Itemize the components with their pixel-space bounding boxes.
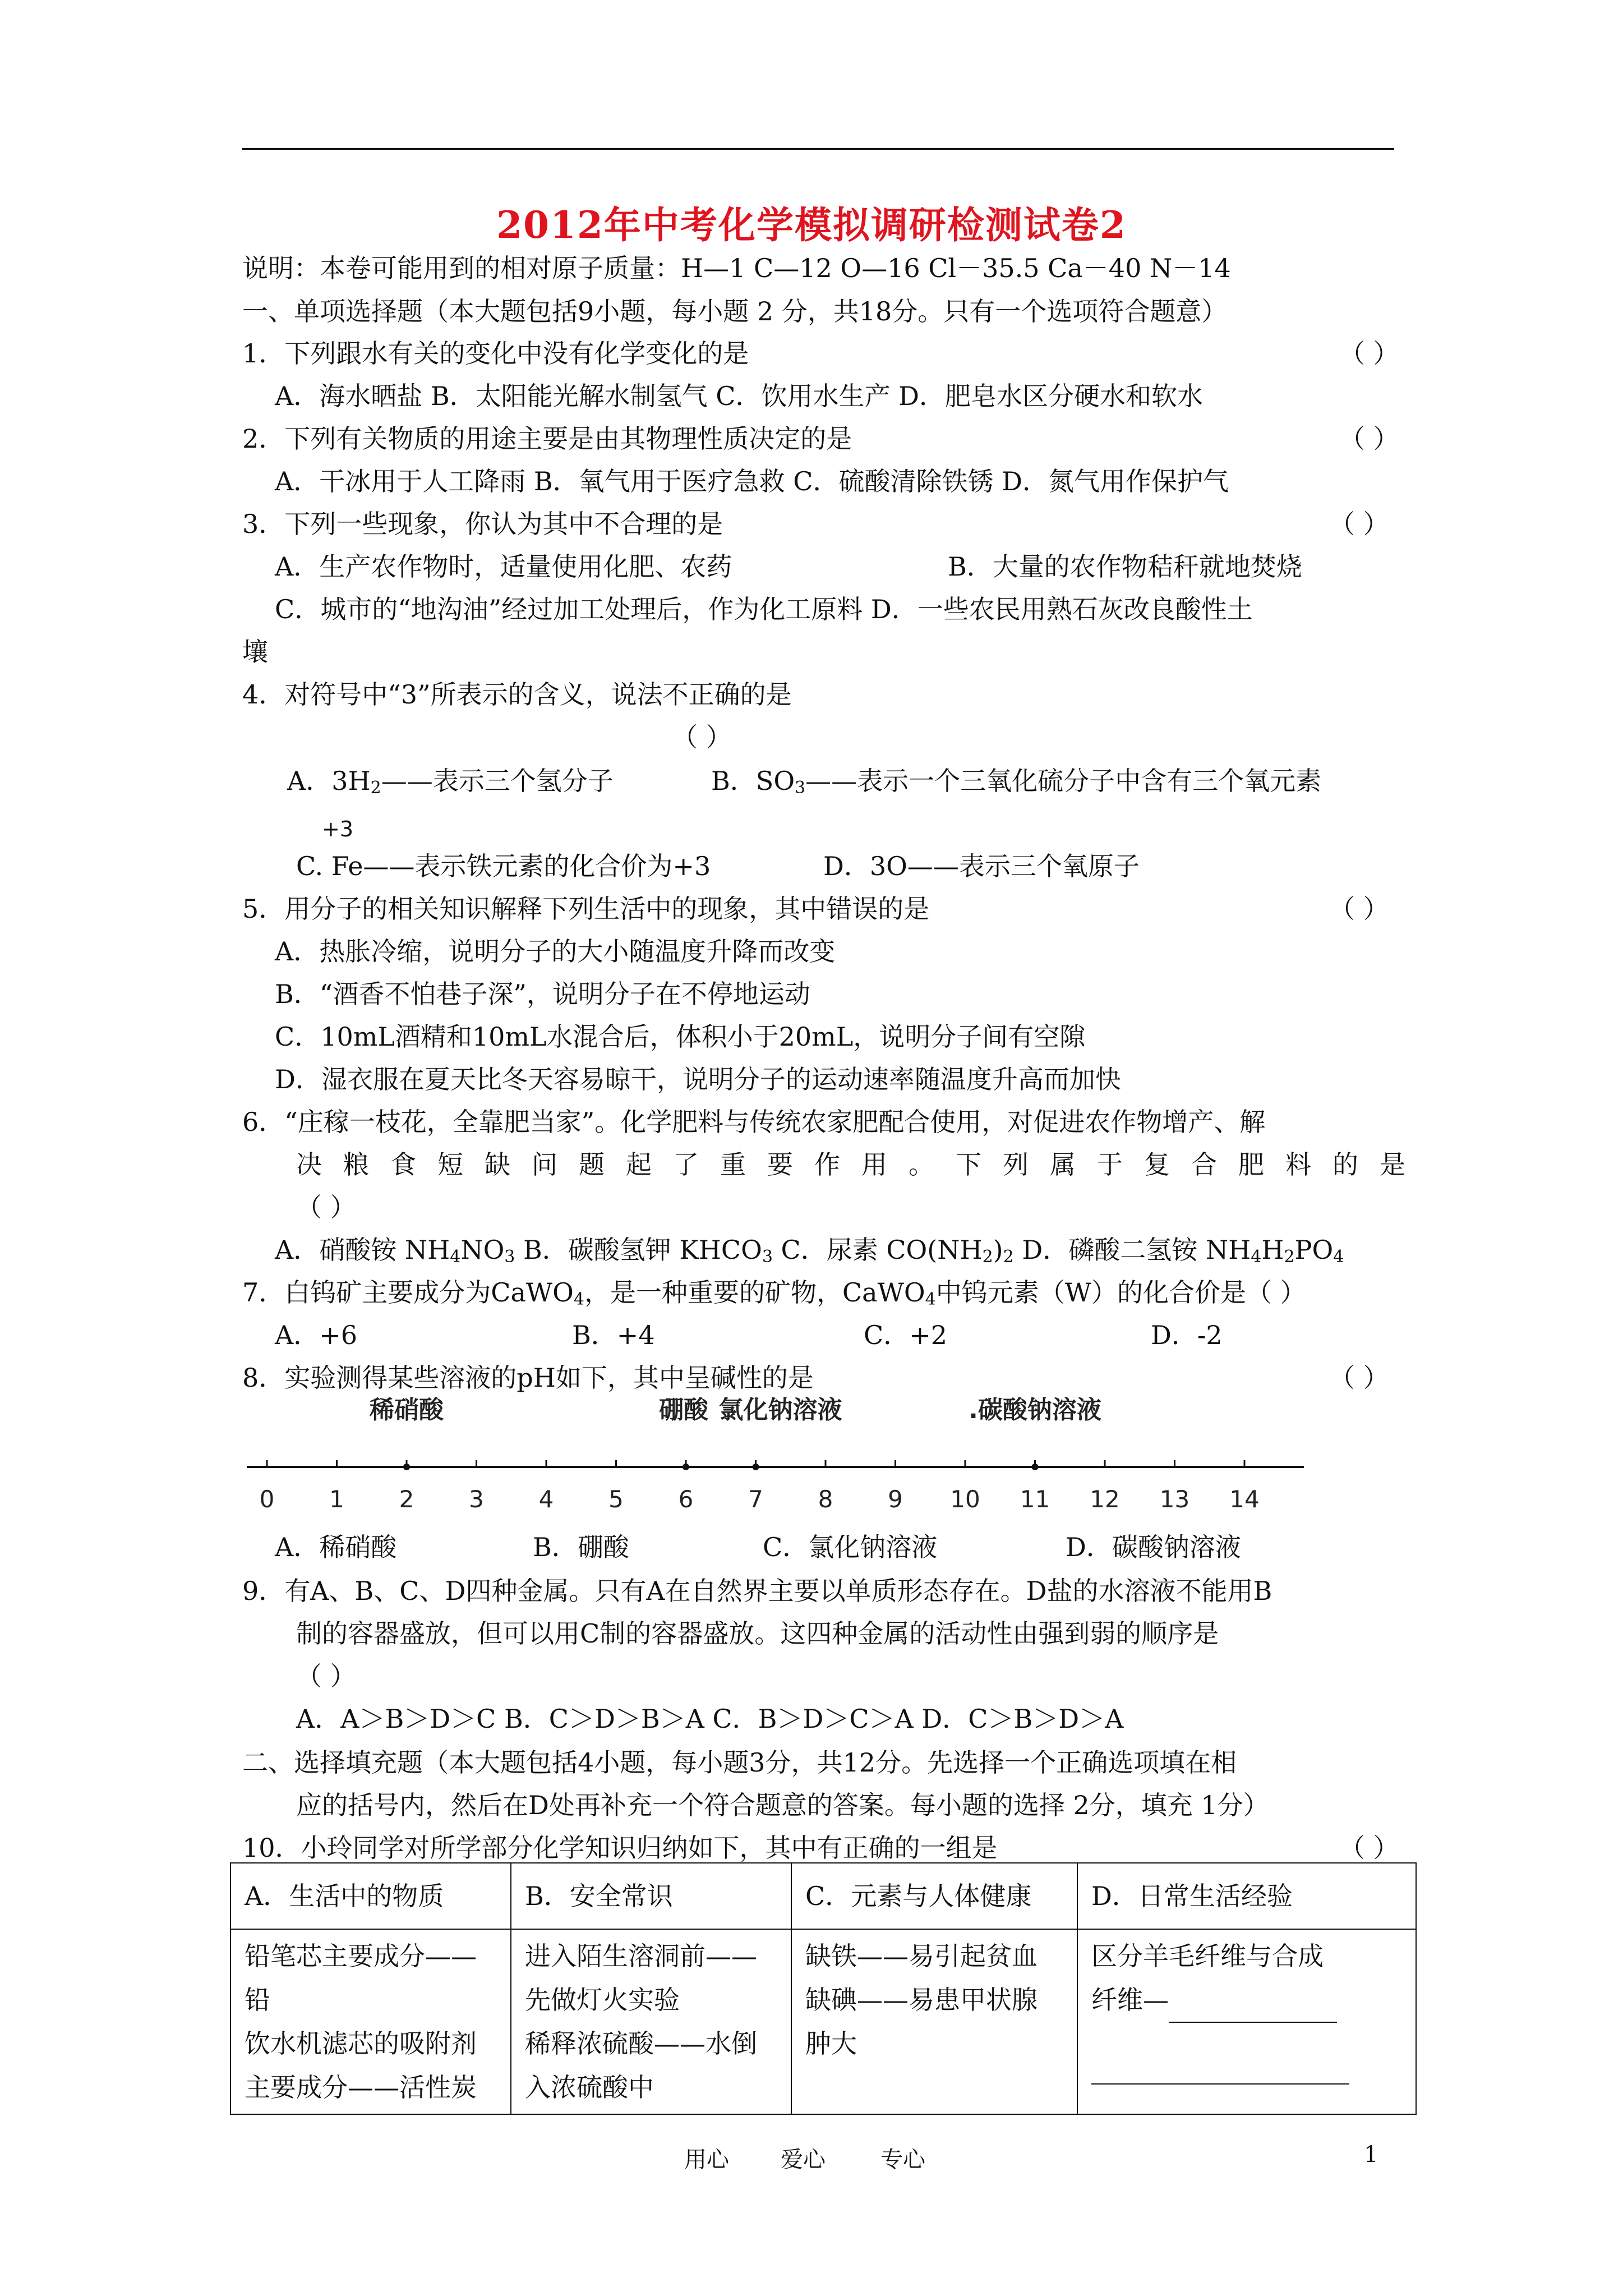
footer-item: 爱心: [781, 2147, 826, 2173]
q3-answer-paren[interactable]: （ ）: [1329, 509, 1389, 539]
table-cell-d: [1077, 1929, 1416, 2114]
q3-option-a: A．生产农作物时，适量使用化肥、农药: [275, 551, 732, 582]
q6-stem-2: 决粮食短缺问题起了重要作用。下列属于复合肥料的是: [296, 1149, 1427, 1180]
table-header-row: [230, 1863, 1416, 1929]
q6-answer-paren[interactable]: （ ）: [296, 1192, 356, 1222]
ph-tick-label: 12: [1090, 1485, 1120, 1513]
cell-line: 主要成分——活性炭: [245, 2072, 477, 2102]
table-cell-b: [511, 1929, 791, 2114]
q4-option-c: C. Fe——表示铁元素的化合价为+3: [296, 851, 711, 881]
q7-stem: 7．白钨矿主要成分为CaWO$_4$，是一种重要的矿物，CaWO$_4$中钨元素（W）的化合价是（ ）: [242, 1277, 1306, 1309]
q3-option-b: B．大量的农作物秸秆就地焚烧: [948, 551, 1302, 582]
ph-tick-label: 13: [1159, 1485, 1190, 1513]
ph-marker-point: [1032, 1464, 1039, 1470]
answer-blank[interactable]: [1091, 2040, 1349, 2085]
q9-stem-1: 9．有A、B、C、D四种金属。只有A在自然界主要以单质形态存在。D盐的水溶液不能用B: [242, 1576, 1272, 1606]
q9-stem-2: 制的容器盛放，但可以用C制的容器盛放。这四种金属的活动性由强到弱的顺序是: [296, 1618, 1219, 1649]
ph-marker-label: .碳酸钠溶液: [969, 1396, 1101, 1424]
cell-line: [1091, 2023, 1402, 2085]
q6-options: A．硝酸铵 $NH_4NO_3$ B．碳酸氢钾 $KHCO_3$ C．尿素 $CO(NH_2)_2$ D．磷酸二氢铵 $NH_4H_2PO_4$: [275, 1235, 1344, 1267]
table-header-c: C．元素与人体健康: [791, 1863, 1077, 1929]
q5-option-b: B．“酒香不怕巷子深”，说明分子在不停地运动: [275, 979, 810, 1009]
table-row: [230, 1929, 1416, 2114]
ph-tick-label: 7: [748, 1485, 763, 1513]
q4-answer-paren[interactable]: （ ）: [672, 722, 732, 752]
ph-marker-point: [683, 1464, 689, 1470]
q4-option-b: B．$SO_3——$表示一个三氧化硫分子中含有三个氧元素: [711, 766, 1322, 798]
q2-stem: 2．下列有关物质的用途主要是由其物理性质决定的是: [242, 424, 852, 454]
q8-option-b: B．硼酸: [533, 1532, 629, 1562]
page-title: 2012年中考化学模拟调研检测试卷2: [496, 203, 1127, 247]
ph-tick-label: 1: [329, 1485, 344, 1513]
q8-stem: 8．实验测得某些溶液的pH如下，其中呈碱性的是: [242, 1363, 814, 1393]
q4-option-a: A．$3H_2——$表示三个氢分子: [287, 766, 614, 798]
q9-options: A．A＞B＞D＞C B．C＞D＞B＞A C．B＞D＞C＞A D．C＞B＞D＞A: [296, 1704, 1124, 1734]
footer-item: 专心: [880, 2147, 925, 2173]
ph-tick-label: 4: [538, 1485, 554, 1513]
q8-option-c: C．氯化钠溶液: [763, 1532, 938, 1562]
q10-table: [230, 1862, 1417, 2115]
section-1-heading: 一、单项选择题（本大题包括9小题，每小题 2 分，共18分。只有一个选项符合题意）: [242, 296, 1228, 326]
cell-line: 稀释浓硫酸——水倒: [525, 2028, 757, 2059]
ph-tick-label: 5: [608, 1485, 624, 1513]
q10-stem: 10．小玲同学对所学部分化学知识归纳如下，其中有正确的一组是: [242, 1833, 998, 1863]
q3-option-d-cont: 壤: [242, 637, 268, 667]
section-2-heading-2: 应的括号内，然后在D处再补充一个符合题意的答案。每小题的选择 2分，填充 1分）: [296, 1790, 1269, 1820]
ph-marker-label: 硼酸: [659, 1396, 708, 1424]
q5-option-c: C．10mL酒精和10mL水混合后，体积小于20mL，说明分子间有空隙: [275, 1022, 1086, 1052]
q5-option-d: D．湿衣服在夏天比冬天容易晾干，说明分子的运动速率随温度升高而加快: [275, 1064, 1121, 1094]
section-2-heading-1: 二、选择填充题（本大题包括4小题，每小题3分，共12分。先选择一个正确选项填在相: [242, 1747, 1237, 1778]
cell-line: 缺铁——易引起贫血: [805, 1941, 1038, 1971]
q5-stem: 5．用分子的相关知识解释下列生活中的现象，其中错误的是: [242, 894, 930, 924]
q8-option-d: D．碳酸钠溶液: [1066, 1532, 1241, 1562]
q6-stem-1: 6．“庄稼一枝花，全靠肥当家”。化学肥料与传统农家肥配合使用，对促进农作物增产、解: [242, 1107, 1266, 1137]
footer-item: 用心: [684, 2147, 729, 2173]
header-rule: [242, 148, 1394, 150]
ph-tick-label: 11: [1020, 1485, 1050, 1513]
ph-tick-label: 8: [818, 1485, 833, 1513]
cell-line: 饮水机滤芯的吸附剂: [245, 2028, 477, 2059]
cell-line: 缺碘——易患甲状腺: [805, 1985, 1038, 2015]
q4-valence-mark: +3: [322, 817, 354, 841]
q2-answer-paren[interactable]: （ ）: [1339, 424, 1399, 454]
q7-option-d: D．-2: [1151, 1320, 1223, 1350]
ph-marker-label: 氯化钠溶液: [718, 1396, 842, 1424]
cell-line: 铅笔芯主要成分——: [245, 1941, 477, 1971]
q7-option-a: A．+6: [275, 1320, 358, 1350]
table-cell-c: [791, 1929, 1077, 2114]
q3-option-c-d: C．城市的“地沟油”经过加工处理后，作为化工原料 D．一些农民用熟石灰改良酸性土: [275, 594, 1253, 624]
q1-answer-paren[interactable]: （ ）: [1339, 338, 1399, 369]
cell-line: 先做灯火实验: [525, 1985, 680, 2015]
cell-line: 入浓硫酸中: [525, 2072, 654, 2102]
q5-option-a: A．热胀冷缩，说明分子的大小随温度升降而改变: [275, 936, 836, 967]
ph-tick-label: 3: [469, 1485, 484, 1513]
q8-answer-paren[interactable]: （ ）: [1329, 1363, 1389, 1393]
q7-option-b: B．+4: [572, 1320, 655, 1350]
q1-options: A．海水晒盐 B．太阳能光解水制氢气 C．饮用水生产 D．肥皂水区分硬水和软水: [275, 381, 1203, 411]
ph-tick-label: 0: [259, 1485, 275, 1513]
ph-tick-label: 10: [950, 1485, 980, 1513]
ph-tick-label: 9: [888, 1485, 903, 1513]
table-header-d: D．日常生活经验: [1077, 1863, 1416, 1929]
q5-answer-paren[interactable]: （ ）: [1329, 894, 1389, 924]
cell-line: 铅: [245, 1985, 270, 2015]
cell-line: 进入陌生溶洞前——: [525, 1941, 757, 1971]
ph-marker-point: [753, 1464, 759, 1470]
ph-marker-point: [403, 1464, 410, 1470]
ph-number-line: [236, 1391, 1335, 1520]
q3-stem: 3．下列一些现象，你认为其中不合理的是: [242, 509, 723, 539]
cell-line: 纤维—: [1091, 1978, 1402, 2023]
q1-stem: 1．下列跟水有关的变化中没有化学变化的是: [242, 338, 749, 369]
q2-options: A．干冰用于人工降雨 B．氧气用于医疗急救 C．硫酸清除铁锈 D．氮气用作保护气: [275, 466, 1229, 496]
cell-line: 肿大: [805, 2028, 857, 2059]
table-header-a: A．生活中的物质: [230, 1863, 511, 1929]
cell-line: 区分羊毛纤维与合成: [1091, 1941, 1324, 1971]
table-cell-a: [230, 1929, 511, 2114]
q4-stem: 4．对符号中“3”所表示的含义，说法不正确的是: [242, 679, 792, 710]
q8-option-a: A．稀硝酸: [275, 1532, 397, 1562]
ph-tick-label: 2: [399, 1485, 414, 1513]
page-number: 1: [1364, 2142, 1378, 2168]
ph-tick-label: 6: [678, 1485, 694, 1513]
answer-blank[interactable]: [1169, 1978, 1337, 2023]
q4-option-d: D．3O——表示三个氧原子: [823, 851, 1140, 881]
ph-marker-label: 稀硝酸: [370, 1396, 444, 1424]
q7-option-c: C．+2: [864, 1320, 948, 1350]
note: 说明：本卷可能用到的相对原子质量：H—1 C—12 O—16 Cl－35.5 Ca－40 N－14: [242, 253, 1231, 283]
q10-answer-paren[interactable]: （ ）: [1339, 1833, 1399, 1863]
q9-answer-paren[interactable]: （ ）: [296, 1661, 356, 1691]
table-header-b: B．安全常识: [511, 1863, 791, 1929]
ph-tick-label: 14: [1229, 1485, 1260, 1513]
